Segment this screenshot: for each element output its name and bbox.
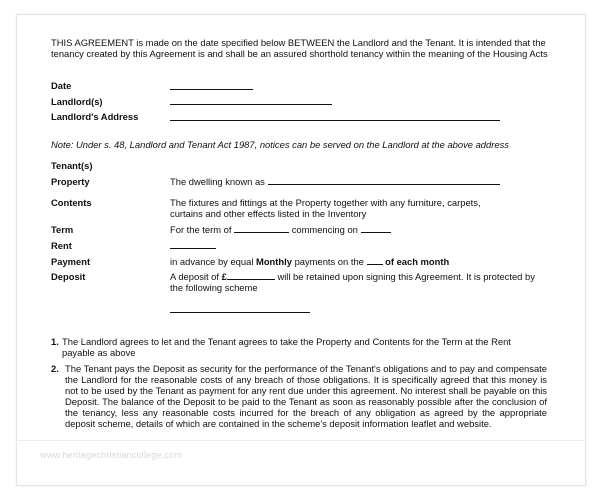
payment-pre: in advance by equal (170, 256, 254, 267)
landlords-label: Landlord(s) (51, 96, 103, 107)
deposit-label: Deposit (51, 271, 86, 282)
notice-note: Note: Under s. 48, Landlord and Tenant Act 1987, notices can be served on the Landlord at the above address (51, 139, 509, 150)
property-label: Property (51, 176, 90, 187)
rent-blank[interactable] (170, 248, 216, 249)
deposit-scheme-blank[interactable] (170, 312, 310, 313)
term-prefix: For the term of (170, 224, 232, 235)
deposit-pre: A deposit of (170, 271, 219, 282)
date-blank[interactable] (170, 89, 253, 90)
date-label: Date (51, 80, 72, 91)
term-label: Term (51, 224, 74, 235)
payment-day-blank[interactable] (367, 256, 383, 265)
term-row (170, 224, 391, 235)
deposit-amount-blank[interactable] (227, 271, 275, 280)
deposit-currency: £ (221, 271, 227, 282)
clause-1-number: 1. (51, 336, 59, 347)
page-bottom-divider (16, 440, 584, 441)
rent-label: Rent (51, 240, 72, 251)
watermark: www.heritagechristiancollege.com (40, 450, 182, 460)
payment-suffix: of each month (385, 256, 450, 267)
property-text: The dwelling known as (170, 176, 265, 187)
clause-2-text: The Tenant pays the Deposit as security for the performance of the Tenant's obligations and to pay and compensate the Landlord for the reasonable costs of any breach of those obligations. It is specifically agreed that this money is not to be used by the Tenant as payment for any rent due under this agreement. No interest shall be payable on this Deposit. The balance of the Deposit to be paid to the Tenant as soon as reasonably possible after the conclusion of the tenancy, less any reasonable costs incurred for the breach of any obligation as agreed by the appropriate deposit scheme, details of which are contained in the scheme's deposit information leaflet and website. (65, 363, 547, 429)
intro-paragraph: THIS AGREEMENT is made on the date specified below BETWEEN the Landlord and the Tenant. It is intended that the tenancy created by this Agreement is and shall be an assured shorthold tenancy within the meaning of the Housing Acts (51, 37, 548, 59)
tenants-label: Tenant(s) (51, 160, 93, 171)
landlords-blank[interactable] (170, 104, 332, 105)
deposit-row (170, 271, 550, 293)
term-middle: commencing on (291, 224, 358, 235)
payment-frequency: Monthly (256, 256, 292, 267)
clause-2-number: 2. (51, 363, 59, 374)
landlords-address-label: Landlord's Address (51, 111, 139, 122)
deposit-post: will be retained upon signing this Agreement. It is protected by the following scheme (170, 271, 535, 293)
contents-label: Contents (51, 197, 92, 208)
landlords-address-blank[interactable] (170, 120, 500, 121)
term-start-blank[interactable] (361, 224, 391, 233)
payment-mid: payments on the (294, 256, 364, 267)
contents-text: The fixtures and fittings at the Property together with any furniture, carpets, curtains and other effects listed in the Inventory (170, 197, 481, 219)
clause-1-text: The Landlord agrees to let and the Tenant agrees to take the Property and Contents for the Term at the Rent payable as above (62, 336, 511, 358)
term-length-blank[interactable] (234, 224, 289, 233)
payment-row (170, 256, 449, 267)
payment-label: Payment (51, 256, 91, 267)
property-blank[interactable] (268, 184, 500, 185)
